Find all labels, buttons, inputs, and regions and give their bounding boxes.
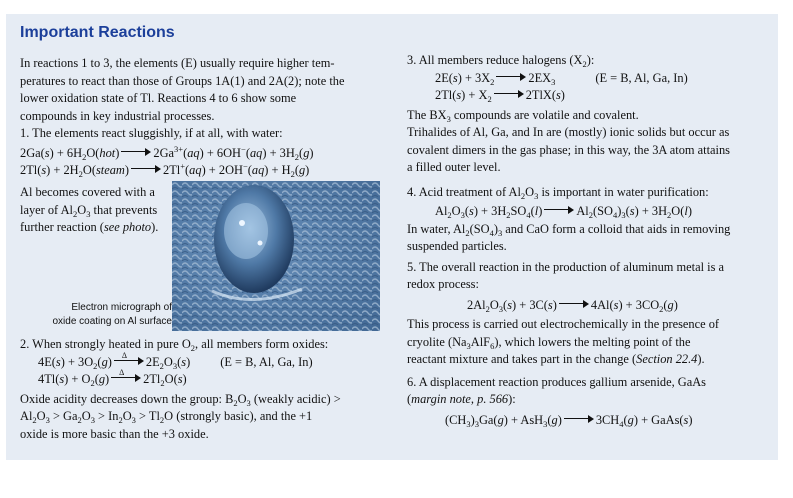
equation-1a: $2Ga(s) + 6H_2O(hot) 2Ga^{3+}(aq) + 6OH^-(aq) + 3H_2(g)$ — [20, 143, 314, 162]
reaction-5-text: reactant mixture and takes part in the change (Section 22.4). — [407, 352, 705, 366]
reaction-3-text: a filled outer level. — [407, 160, 501, 174]
equation-4: $Al_2O_3(s) + 3H_2SO_4(l) Al_2(SO_4)_3(s) + 3H_2O(l)$ — [435, 204, 692, 220]
photo-text-line: further reaction (see photo). — [20, 220, 159, 234]
photo-text-line: Al becomes covered with a — [20, 185, 155, 199]
equation-2b: $4Tl(s) + O_2(g)$ Δ $2Tl_2O(s)$ — [38, 368, 187, 388]
intro-line: lower oxidation state of Tl. Reactions 4 to 6 show some — [20, 91, 297, 105]
reaction-5-heading: 5. The overall reaction in the production of aluminum metal is a — [407, 259, 725, 274]
right-column — [407, 52, 772, 429]
photo-text — [20, 184, 170, 237]
equation-2a: $4E(s) + 3O_2(g)$ Δ $2E_2O_3(s) (E = B$, Al, Ga, In) — [38, 350, 313, 371]
reaction-3-text: Trihalides of Al, Ga, and In are (mostly) ionic solids but occur as — [407, 125, 730, 139]
section-title: Important Reactions — [20, 24, 175, 41]
electron-micrograph-image — [172, 181, 380, 331]
acidity-line: Oxide acidity decreases down the group: $B_2O_3$ (weakly acidic) > — [20, 391, 341, 408]
intro-line: In reactions 1 to 3, the elements (E) usually require higher tem- — [20, 56, 335, 70]
equation-1b: $2Tl(s) + 2H_2O(steam) 2Tl^+(aq) + 2OH^-(aq) + H_2(g)$ — [20, 161, 310, 179]
reaction-5-text: cryolite $(Na_3AlF_6)$, which lowers the melting point of the — [407, 334, 691, 351]
reaction-2-heading: 2. When strongly heated in pure $O_2$, all members form oxides: — [20, 337, 329, 353]
intro-line: peratures to react than those of Groups 1A(1) and 2A(2); note the — [20, 73, 345, 88]
acidity-line: $Al_2O_3 > Ga_2O_3 > In_2O_3 > Tl_2O$ (strongly basic), and the +1 — [20, 409, 313, 425]
reaction-5-text: This process is carried out electrochemically in the presence of — [407, 317, 720, 331]
reaction-3-text: covalent dimers in the gas phase; in this way, the 3A atom attains — [407, 142, 731, 157]
reaction-6-heading: 6. A displacement reaction produces gallium arsenide, GaAs — [407, 374, 707, 389]
reaction-2-block — [20, 336, 392, 443]
reaction-6-note: (margin note, p. 566): — [407, 392, 516, 406]
photo-caption — [30, 301, 172, 329]
acidity-line: oxide is more basic than the +3 oxide. — [20, 426, 209, 441]
micrograph-illustration — [172, 181, 380, 331]
equation-5: $2Al_2O_3(s) + 3C(s) 4Al(s) + 3CO_2(g)$ — [467, 297, 678, 314]
reaction-3-heading: 3. All members reduce halogens $(X_2)$: — [407, 53, 595, 69]
reaction-4-text: suspended particles. — [407, 239, 507, 253]
caption-line: oxide coating on Al surface — [52, 316, 172, 327]
equation-6: $(CH_3)_3Ga(g) + AsH_3(g) 3CH_4(g)$ + GaAs(s) — [445, 412, 693, 429]
reaction-1-heading: 1. The elements react sluggishly, if at all, with water: — [20, 126, 283, 140]
equation-3a: $2E(s) + 3X_2$ $2EX_3$ (E = B, Al, Ga, In) — [435, 70, 688, 87]
reaction-3-text: The $BX_3$ compounds are volatile and covalent. — [407, 107, 639, 124]
intro-line: compounds in key industrial processes. — [20, 108, 215, 123]
caption-line: Electron micrograph of — [71, 302, 172, 313]
photo-text-line: layer of $Al_2O_3$ that prevents — [20, 202, 158, 219]
reaction-4-text: In water, $Al_2(SO_4)_3$ and CaO form a colloid that aids in removing — [407, 221, 731, 238]
equation-3b: $2Tl(s) + X_2$ 2TlX(s) — [435, 88, 565, 104]
left-column — [20, 55, 390, 180]
reaction-5-heading: redox process: — [407, 277, 479, 291]
reaction-4-heading: 4. Acid treatment of $Al_2O_3$ is important in water purification: — [407, 184, 709, 201]
